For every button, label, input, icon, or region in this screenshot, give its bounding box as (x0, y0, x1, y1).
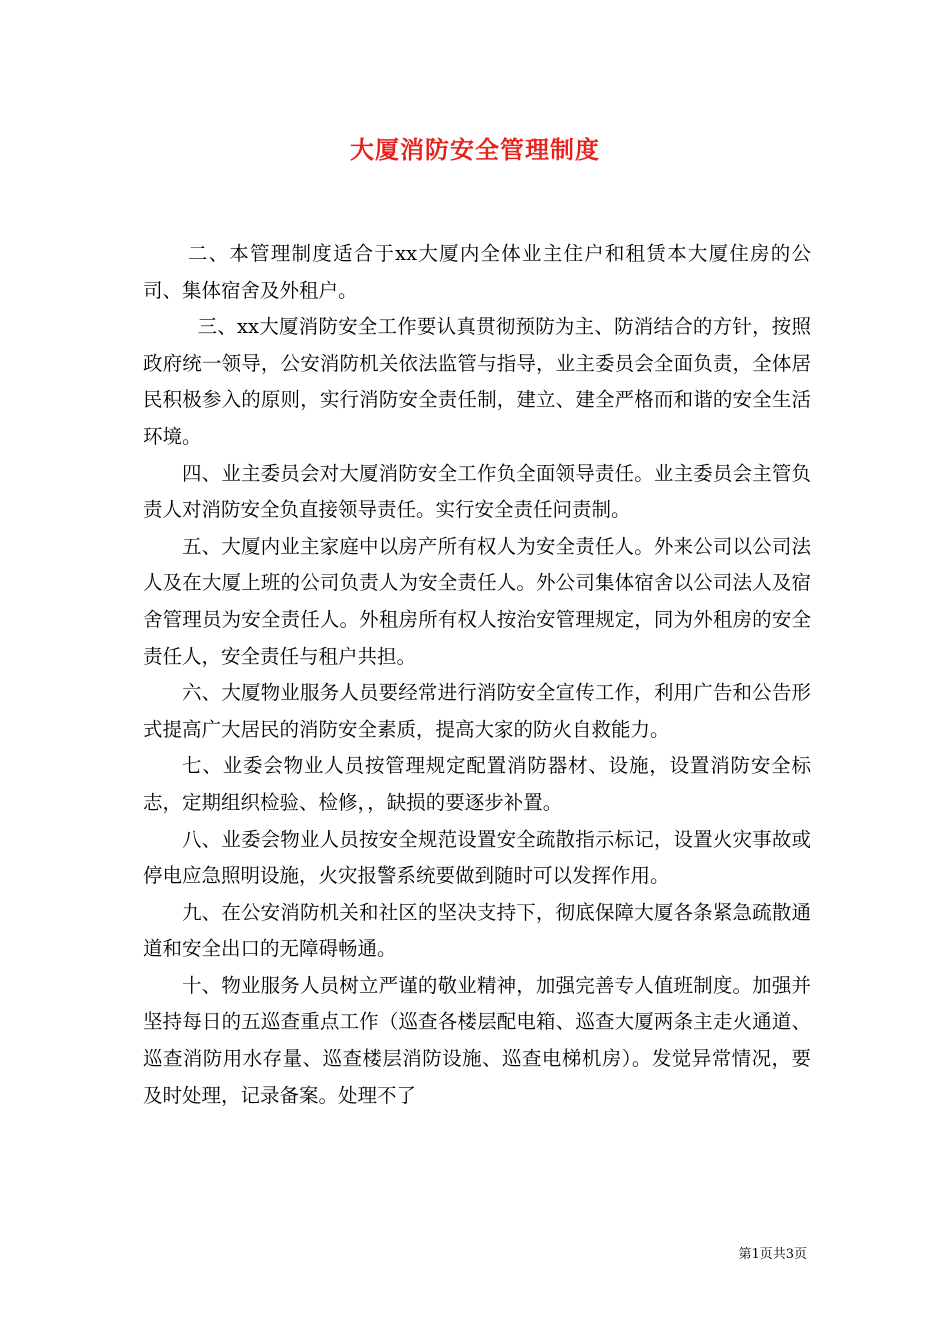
paragraph-7: 七、业委会物业人员按管理规定配置消防器材、设施，设置消防安全标志，定期组织检验、检修，，缺损的要逐步补置。 (143, 754, 811, 814)
paragraph-3: 三、xx大厦消防安全工作要认真贯彻预防为主、防消结合的方针，按照政府统一领导，公安消防机关依法监管与指导，业主委员会全面负责，全体居民积极参入的原则，实行消防安全责任制，建立、建全严格而和谐的安全生活环境。 (143, 315, 811, 448)
page-title: 大厦消防安全管理制度 (350, 135, 600, 164)
paragraph-5: 五、大厦内业主家庭中以房产所有权人为安全责任人。外来公司以公司法人及在大厦上班的公司负责人为安全责任人。外公司集体宿舍以公司法人及宿舍管理员为安全责任人。外租房所有权人按治安管理规定，同为外租房的安全责任人，安全责任与租户共担。 (143, 534, 811, 668)
document-body (143, 236, 811, 1114)
paragraph-2: 二、本管理制度适合于xx大厦内全体业主住户和租赁本大厦住房的公司、集体宿舍及外租户。 (143, 242, 811, 302)
paragraph-4: 四、业主委员会对大厦消防安全工作负全面领导责任。业主委员会主管负责人对消防安全负直接领导责任。实行安全责任问责制。 (143, 461, 811, 522)
paragraph-6: 六、大厦物业服务人员要经常进行消防安全宣传工作，利用广告和公告形式提高广大居民的消防安全素质，提高大家的防火自救能力。 (143, 681, 811, 741)
paragraph-8: 八、业委会物业人员按安全规范设置安全疏散指示标记，设置火灾事故或停电应急照明设施，火灾报警系统要做到随时可以发挥作用。 (143, 827, 811, 888)
page-number-footer: 第1页共3页 (738, 1247, 807, 1262)
paragraph-9: 九、在公安消防机关和社区的坚决支持下，彻底保障大厦各条紧急疏散通道和安全出口的无障碍畅通。 (143, 900, 811, 961)
paragraph-10: 十、物业服务人员树立严谨的敬业精神，加强完善专人值班制度。加强并坚持每日的五巡查重点工作（巡查各楼层配电箱、巡查大厦两条主走火通道、巡查消防用水存量、巡查楼层消防设施、巡查电梯机房）。发觉异常情况，要及时处理，记录备案。处理不了 (143, 973, 811, 1107)
